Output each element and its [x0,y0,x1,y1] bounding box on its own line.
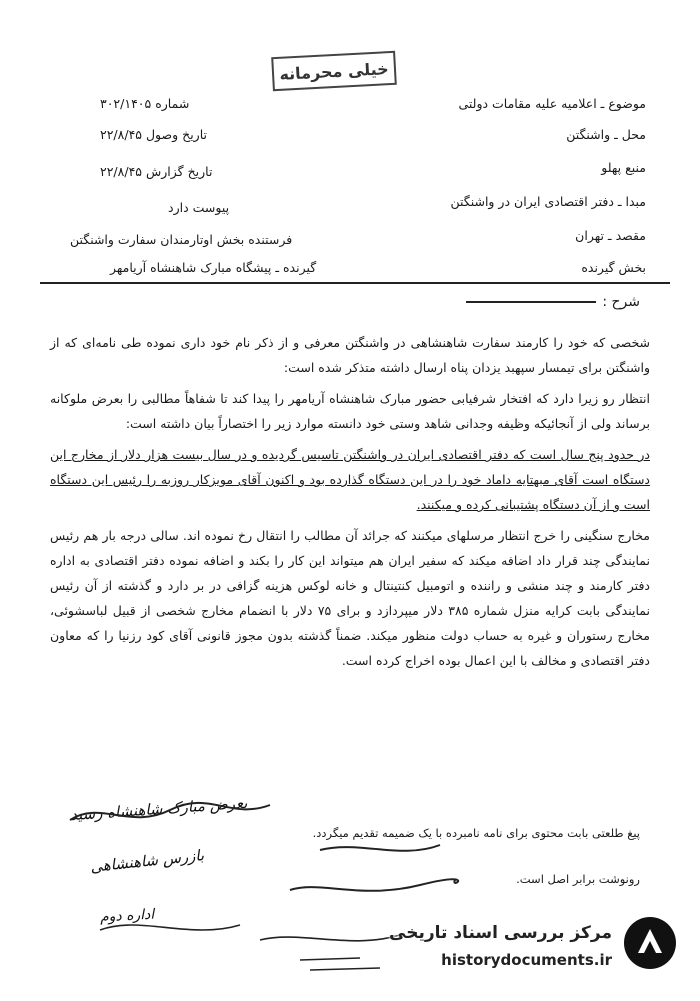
header-source: منبع پهلو [601,160,646,175]
header-recipient-section: بخش گیرنده [581,260,646,275]
description-heading-text: شرح : [602,294,640,310]
stamp-text: خیلی محرمانه [278,58,390,84]
classification-stamp [271,51,397,91]
closing-line: پیغ طلعتی بابت محتوی برای نامه نامبرده با یک ضمیمه تقدیم میگردد. [312,826,640,840]
heading-underline [466,301,596,303]
header-origin: مبدا ـ دفتر اقتصادی ایران در واشنگتن [450,194,646,209]
document-body [50,330,650,679]
archive-url[interactable]: historydocuments.ir [441,951,612,969]
header-subject: موضوع ـ اعلامیه علیه مقامات دولتی [458,96,646,111]
paragraph-1: شخصی که خود را کارمند سفارت شاهنشاهی در واشنگتن معرفی و از ذکر نام خود داری نموده طی نامه‌ای که از واشنگتن برای تیمسار سپهبد یزدان پناه ارسال داشته متذکر شده است: [50,335,650,375]
header-destination: مقصد ـ تهران [575,228,646,243]
handwritten-note-3: اداره دوم [99,906,155,926]
paragraph-4: مخارج سنگینی را خرج انتظار مرسلهای میکنند که جرائد آن مطالب را انتقال رخ نموده اند. سالی درجه بار هم رئیس نمایندگی چند قرار داد اضافه میکند که سفیر ایران هم میتواند این کار را بکند و اضافه نموده دفتر اقتصادی به اداره دفتر کارمند و چند منشی و راننده و اتومبیل کنتینتال و خانه لوکس هزینه گزافی در بر دارد و گذشته از آن رئیس نمایندگی بابت کرایه منزل شماره ۳۸۵ دلار میپردازد و برای ۷۵ دلار با انضمام مخارج شخصی از قبیل لباسشوئی، مخارج رستوران و غیره به حساب دولت منظور میکند. ضمناً گذشته بدون مجوز قانونی آقای کود رزنیا را که معاون دفتر اقتصادی و مخالف با این اعمال بوده اخراج کرده است. [50,528,650,668]
header-divider [40,282,670,284]
attachment-note: پیوست دارد [168,200,230,215]
handwritten-note-2: بازرس شاهنشاهی [89,846,205,876]
paragraph-2: انتظار رو زیرا دارد که افتخار شرفیابی حضور مبارک شاهنشاه آریامهر را پیدا کند تا شفاهاً مطالبی را بعرض ملوکانه برساند ولی از آنجائیکه وظیفه وجدانی شاهد وستی خود دانسته موارد زیر را اختصاراً بیان داشته است: [50,391,650,431]
archive-logo-icon [620,913,680,973]
copy-certification: رونوشت برابر اصل است. [516,872,640,886]
header-location: محل ـ واشنگتن [566,127,646,142]
received-date: تاریخ وصول ۲۲/۸/۴۵ [100,127,208,142]
handwritten-note-1: بعرض مبارک شاهنشاه رسید [69,793,248,825]
description-heading [466,294,640,310]
sender-line: فرستنده بخش اوتارمندان سفارت واشنگتن [70,232,293,247]
archive-name: مرکز بررسی اسناد تاریخی [389,923,612,943]
report-date: تاریخ گزارش ۲۲/۸/۴۵ [100,164,213,179]
archive-footer [380,913,680,983]
paragraph-3: در حدود پنج سال است که دفتر اقتصادی ایران در واشنگتن تاسیس گردیده و در سال بیست هزار دلار از مخارج این دستگاه است آقای مبهتایه داماد خود را در این دستگاه گذارده بود و اکنون آقای مویزکار روزبه را رئیس این دستگاه است و از آن دستگاه پشتیبانی کرده و میکنند. [50,447,650,512]
recipient-line: گیرنده ـ پیشگاه مبارک شاهنشاه آریامهر [110,260,317,275]
doc-number: شماره ۳۰۲/۱۴۰۵ [100,96,190,111]
